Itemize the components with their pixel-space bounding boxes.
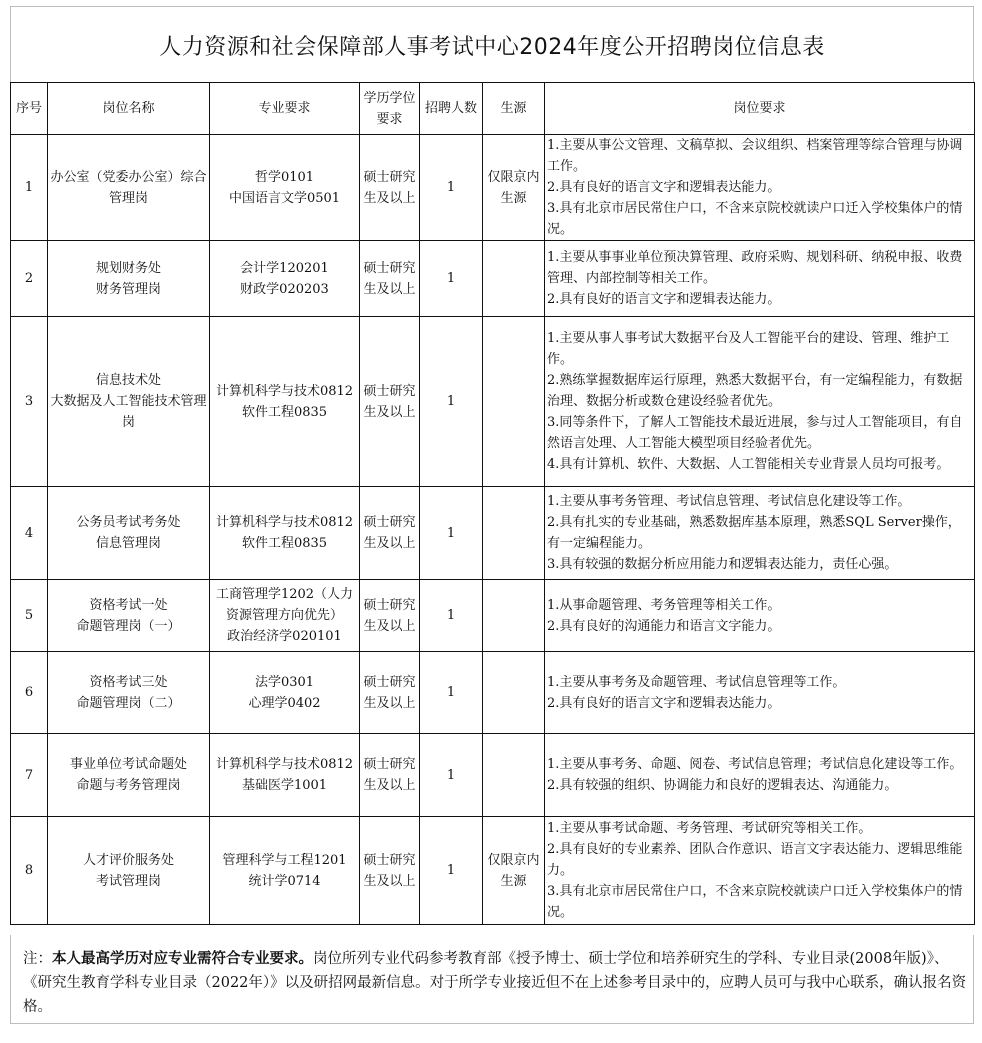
cell-degree-text: 硕士研究生及以上 — [363, 757, 416, 793]
cell-source — [483, 580, 545, 652]
requirement-item: 2.熟练掌握数据库运行原理，熟悉大数据平台，有一定编程能力，有数据治理、数据分析或数仓建设经验者优先。 — [547, 373, 963, 409]
note-text: 岗位所列专业代码参考教育部《授予博士、硕士学位和培养研究生的学科、专业目录(2008年版)》、《研究生教育学科专业目录（2022年）》以及研招网最新信息。对于所学专业接近但不在上述参考目录中的，应聘人员可与我中心联系，确认报名资格。 — [23, 951, 967, 1015]
cell-degree — [360, 487, 420, 580]
table-title: 人力资源和社会保障部人事考试中心2024年度公开招聘岗位信息表 — [10, 6, 974, 83]
cell-major — [210, 241, 360, 317]
col-header-position: 岗位名称 — [48, 83, 210, 135]
cell-degree-text: 硕士研究生及以上 — [363, 260, 416, 297]
cell-position-text: 事业单位考试命题处 命题与考务管理岗 — [69, 757, 187, 793]
cell-position-text: 规划财务处 财务管理岗 — [95, 260, 161, 297]
cell-major-text: 工商管理学1202（人力资源管理方向优先） 政治经济学020101 — [215, 587, 354, 644]
cell-no-text: 5 — [24, 608, 34, 623]
cell-no — [11, 241, 48, 317]
cell-count-text: 1 — [446, 685, 456, 700]
cell-degree-text: 硕士研究生及以上 — [363, 169, 416, 206]
cell-source — [483, 817, 545, 925]
cell-degree-text: 硕士研究生及以上 — [363, 852, 416, 889]
cell-no-text: 1 — [24, 180, 34, 195]
cell-no — [11, 135, 48, 241]
cell-no — [11, 734, 48, 817]
cell-major — [210, 317, 360, 487]
cell-no-text: 3 — [24, 394, 34, 409]
cell-degree — [360, 734, 420, 817]
cell-position-text: 资格考试三处 命题管理岗（二） — [76, 674, 181, 711]
cell-major-text: 计算机科学与技术0812 软件工程0835 — [215, 383, 354, 420]
cell-position — [48, 734, 210, 817]
cell-major-text: 会计学120201 财政学020203 — [240, 260, 329, 297]
cell-requirements — [545, 317, 975, 487]
table-row — [11, 317, 975, 487]
cell-degree — [360, 241, 420, 317]
cell-position — [48, 135, 210, 241]
cell-requirements — [545, 241, 975, 317]
cell-major — [210, 580, 360, 652]
cell-requirements — [545, 817, 975, 925]
requirement-item: 3.具有北京市居民常住户口，不含来京院校就读户口迁入学校集体户的情况。 — [547, 201, 963, 237]
cell-no-text: 7 — [24, 767, 34, 783]
cell-position — [48, 241, 210, 317]
header-row — [11, 83, 975, 135]
cell-degree — [360, 135, 420, 241]
cell-position — [48, 317, 210, 487]
table-row — [11, 135, 975, 241]
requirement-item: 2.具有良好的语言文字和逻辑表达能力。 — [547, 180, 781, 195]
requirement-item: 2.具有良好的沟通能力和语言文字能力。 — [547, 618, 781, 634]
cell-position — [48, 487, 210, 580]
cell-count-text: 1 — [446, 180, 456, 195]
cell-degree — [360, 817, 420, 925]
cell-count-text: 1 — [446, 394, 456, 409]
cell-position — [48, 580, 210, 652]
cell-count-text: 1 — [446, 525, 456, 541]
cell-position-text: 公务员考试考务处 信息管理岗 — [76, 515, 181, 551]
requirement-item: 2.具有良好的专业素养、团队合作意识、语言文字表达能力、逻辑思维能力。 — [547, 842, 963, 878]
table-row — [11, 241, 975, 317]
cell-degree-text: 硕士研究生及以上 — [363, 515, 416, 551]
cell-major-text: 计算机科学与技术0812 软件工程0835 — [215, 515, 354, 551]
col-header-degree — [360, 83, 420, 135]
cell-degree-text: 硕士研究生及以上 — [363, 597, 416, 634]
requirement-item: 1.主要从事考试命题、考务管理、考试研究等相关工作。 — [547, 821, 872, 836]
cell-major-text: 法学0301 心理学0402 — [248, 674, 321, 711]
table-row — [11, 652, 975, 734]
cell-major-text: 管理科学与工程1201 统计学0714 — [222, 852, 347, 889]
cell-count — [420, 317, 483, 487]
cell-requirements — [545, 652, 975, 734]
cell-requirements — [545, 734, 975, 817]
cell-position — [48, 652, 210, 734]
col-header-major: 专业要求 — [210, 83, 360, 135]
note-bold: 本人最高学历对应专业需符合专业要求。 — [52, 950, 313, 967]
table-row — [11, 734, 975, 817]
col-header-source: 生源 — [483, 83, 545, 135]
cell-count-text: 1 — [446, 863, 456, 878]
cell-count-text: 1 — [446, 271, 456, 286]
cell-source — [483, 734, 545, 817]
cell-major — [210, 487, 360, 580]
table-row — [11, 580, 975, 652]
requirement-item: 4.具有计算机、软件、大数据、人工智能相关专业背景人员均可报考。 — [547, 457, 950, 472]
cell-no-text: 6 — [24, 685, 34, 700]
col-header-degree-text: 学历学位要求 — [363, 90, 416, 127]
cell-degree — [360, 580, 420, 652]
cell-count — [420, 241, 483, 317]
cell-source-text: 仅限京内生源 — [487, 169, 540, 206]
col-header-no: 序号 — [11, 83, 48, 135]
table-row — [11, 817, 975, 925]
requirement-item: 1.主要从事考务管理、考试信息管理、考试信息化建设等工作。 — [547, 494, 911, 509]
requirement-item: 1.主要从事公文管理、文稿草拟、会议组织、档案管理等综合管理与协调工作。 — [547, 138, 963, 174]
col-header-count — [420, 83, 483, 135]
cell-no — [11, 487, 48, 580]
cell-position-text: 信息技术处 大数据及人工智能技术管理岗 — [50, 373, 207, 430]
footnote — [23, 947, 969, 1019]
cell-count — [420, 487, 483, 580]
col-header-count-text: 招聘人数 — [424, 101, 477, 116]
requirement-item: 2.具有良好的语言文字和逻辑表达能力。 — [547, 695, 781, 711]
cell-count — [420, 734, 483, 817]
cell-major-text: 哲学0101 中国语言文学0501 — [228, 169, 341, 206]
requirement-item: 1.主要从事考务、命题、阅卷、考试信息管理；考试信息化建设等工作。 — [547, 757, 963, 772]
cell-position-text: 资格考试一处 命题管理岗（一） — [76, 597, 181, 634]
table-row — [11, 487, 975, 580]
cell-count-text: 1 — [446, 608, 456, 623]
cell-position-text: 人才评价服务处 考试管理岗 — [82, 852, 174, 889]
requirement-item: 3.具有北京市居民常住户口，不含来京院校就读户口迁入学校集体户的情况。 — [547, 884, 963, 920]
cell-requirements — [545, 135, 975, 241]
cell-position — [48, 817, 210, 925]
cell-source — [483, 135, 545, 241]
cell-requirements — [545, 487, 975, 580]
cell-count — [420, 652, 483, 734]
requirement-item: 2.具有扎实的专业基础，熟悉数据库基本原理，熟悉SQL Server操作，有一定编程能力。 — [547, 515, 961, 551]
requirement-item: 3.具有较强的数据分析应用能力和逻辑表达能力，责任心强。 — [547, 557, 898, 572]
requirement-item: 1.主要从事人事考试大数据平台及人工智能平台的建设、管理、维护工作。 — [547, 331, 950, 367]
cell-major — [210, 734, 360, 817]
cell-no — [11, 817, 48, 925]
positions-table — [10, 82, 975, 925]
requirement-item: 1.主要从事考务及命题管理、考试信息管理等工作。 — [547, 674, 846, 690]
cell-source — [483, 652, 545, 734]
cell-degree-text: 硕士研究生及以上 — [363, 383, 416, 420]
cell-position-text: 办公室（党委办公室）综合管理岗 — [50, 169, 207, 206]
cell-degree — [360, 652, 420, 734]
cell-count-text: 1 — [446, 767, 456, 783]
cell-major-text: 计算机科学与技术0812 基础医学1001 — [215, 757, 354, 793]
cell-count — [420, 817, 483, 925]
cell-degree-text: 硕士研究生及以上 — [363, 674, 416, 711]
requirement-item: 2.具有良好的语言文字和逻辑表达能力。 — [547, 292, 781, 307]
requirement-item: 1.主要从事事业单位预决算管理、政府采购、规划科研、纳税申报、收费管理、内部控制等相关工作。 — [547, 250, 963, 286]
cell-no-text: 2 — [24, 271, 34, 286]
cell-requirements — [545, 580, 975, 652]
requirement-item: 2.具有较强的组织、协调能力和良好的逻辑表达、沟通能力。 — [547, 778, 898, 793]
cell-degree — [360, 317, 420, 487]
cell-source — [483, 241, 545, 317]
cell-major — [210, 817, 360, 925]
requirement-item: 1.从事命题管理、考务管理等相关工作。 — [547, 597, 781, 613]
cell-source — [483, 317, 545, 487]
cell-count — [420, 135, 483, 241]
cell-no-text: 8 — [24, 863, 34, 878]
note-box — [10, 935, 974, 1024]
cell-source-text: 仅限京内生源 — [487, 852, 540, 889]
cell-no — [11, 317, 48, 487]
cell-no — [11, 652, 48, 734]
cell-count — [420, 580, 483, 652]
table-body — [11, 135, 975, 925]
cell-no-text: 4 — [24, 525, 34, 541]
cell-no — [11, 580, 48, 652]
note-prefix: 注： — [23, 951, 52, 967]
requirement-item: 3.同等条件下，了解人工智能技术最近进展，参与过人工智能项目，有自然语言处理、人工智能大模型项目经验者优先。 — [547, 415, 963, 451]
col-header-requirements: 岗位要求 — [545, 83, 975, 135]
recruitment-sheet — [10, 6, 974, 1026]
cell-major — [210, 652, 360, 734]
cell-major — [210, 135, 360, 241]
cell-source — [483, 487, 545, 580]
